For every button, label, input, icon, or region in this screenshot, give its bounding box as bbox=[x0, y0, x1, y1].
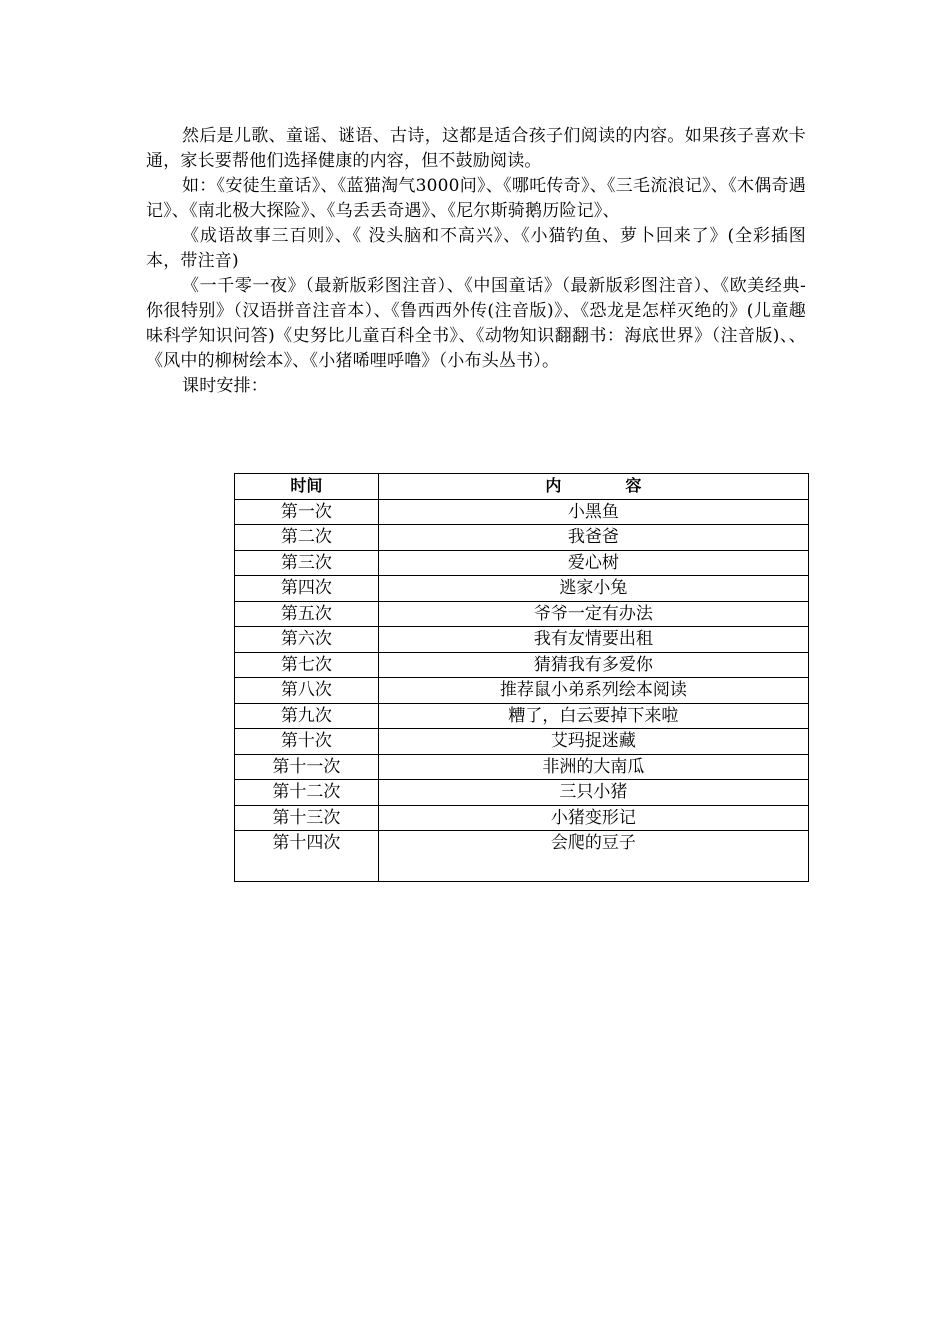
table-row bbox=[235, 729, 809, 755]
table-row bbox=[235, 831, 809, 882]
table-row bbox=[235, 499, 809, 525]
paragraph-book-list-3: 《一千零一夜》（最新版彩图注音）、《中国童话》（最新版彩图注音）、《欧美经典-你很特别》（汉语拼音注音本）、《鲁西西外传(注音版)》、《恐龙是怎样灭绝的》(儿童趣味科学知识问答)《史努比儿童百科全书》、《动物知识翻翻书：海底世界》（注音版)、、《风中的柳树绘本》、《小猪唏哩呼噜》（小布头丛书）。 bbox=[146, 276, 806, 371]
session-cell: 第十四次 bbox=[235, 831, 379, 882]
session-cell: 第十次 bbox=[235, 729, 379, 755]
content-cell: 三只小猪 bbox=[378, 780, 808, 806]
content-cell: 糟了，白云要掉下来啦 bbox=[378, 703, 808, 729]
table-row bbox=[235, 601, 809, 627]
paragraph-book-list-1: 如：《安徒生童话》、《蓝猫淘气3000问》、《哪吒传奇》、《三毛流浪记》、《木偶奇遇记》、《南北极大探险》、《乌丢丢奇遇》、《尼尔斯骑鹅历险记》、 bbox=[146, 176, 806, 221]
table-header-row bbox=[235, 474, 809, 500]
table-row bbox=[235, 678, 809, 704]
content-cell: 爱心树 bbox=[378, 550, 808, 576]
paragraph-book-list-2: 《成语故事三百则》、《 没头脑和不高兴》、《小猫钓鱼、萝卜回来了》(全彩插图本，带注音) bbox=[146, 226, 806, 271]
session-cell: 第五次 bbox=[235, 601, 379, 627]
table-row bbox=[235, 780, 809, 806]
session-cell: 第一次 bbox=[235, 499, 379, 525]
header-time: 时间 bbox=[235, 474, 379, 500]
session-cell: 第十二次 bbox=[235, 780, 379, 806]
session-cell: 第三次 bbox=[235, 550, 379, 576]
content-cell: 我爸爸 bbox=[378, 525, 808, 551]
session-cell: 第四次 bbox=[235, 576, 379, 602]
content-cell: 小黑鱼 bbox=[378, 499, 808, 525]
content-cell: 推荐鼠小弟系列绘本阅读 bbox=[378, 678, 808, 704]
content-cell: 艾玛捉迷藏 bbox=[378, 729, 808, 755]
content-cell: 会爬的豆子 bbox=[378, 831, 808, 882]
table-row bbox=[235, 550, 809, 576]
table-row bbox=[235, 805, 809, 831]
table-row bbox=[235, 703, 809, 729]
session-cell: 第二次 bbox=[235, 525, 379, 551]
content-cell: 非洲的大南瓜 bbox=[378, 754, 808, 780]
table-row bbox=[235, 652, 809, 678]
header-content: 内容 bbox=[378, 474, 808, 500]
session-cell: 第六次 bbox=[235, 627, 379, 653]
body-text bbox=[146, 124, 806, 399]
table-row bbox=[235, 627, 809, 653]
paragraph-intro: 然后是儿歌、童谣、谜语、古诗，这都是适合孩子们阅读的内容。如果孩子喜欢卡通，家长要帮他们选择健康的内容，但不鼓励阅读。 bbox=[146, 126, 806, 171]
table-row bbox=[235, 525, 809, 551]
session-cell: 第十三次 bbox=[235, 805, 379, 831]
table-row bbox=[235, 754, 809, 780]
session-cell: 第十一次 bbox=[235, 754, 379, 780]
paragraph-schedule-heading: 课时安排： bbox=[182, 376, 268, 396]
content-cell: 我有友情要出租 bbox=[378, 627, 808, 653]
content-cell: 爷爷一定有办法 bbox=[378, 601, 808, 627]
session-cell: 第九次 bbox=[235, 703, 379, 729]
content-cell: 逃家小兔 bbox=[378, 576, 808, 602]
table-row bbox=[235, 576, 809, 602]
session-cell: 第七次 bbox=[235, 652, 379, 678]
content-cell: 猜猜我有多爱你 bbox=[378, 652, 808, 678]
schedule-table bbox=[234, 473, 809, 882]
session-cell: 第八次 bbox=[235, 678, 379, 704]
content-cell: 小猪变形记 bbox=[378, 805, 808, 831]
